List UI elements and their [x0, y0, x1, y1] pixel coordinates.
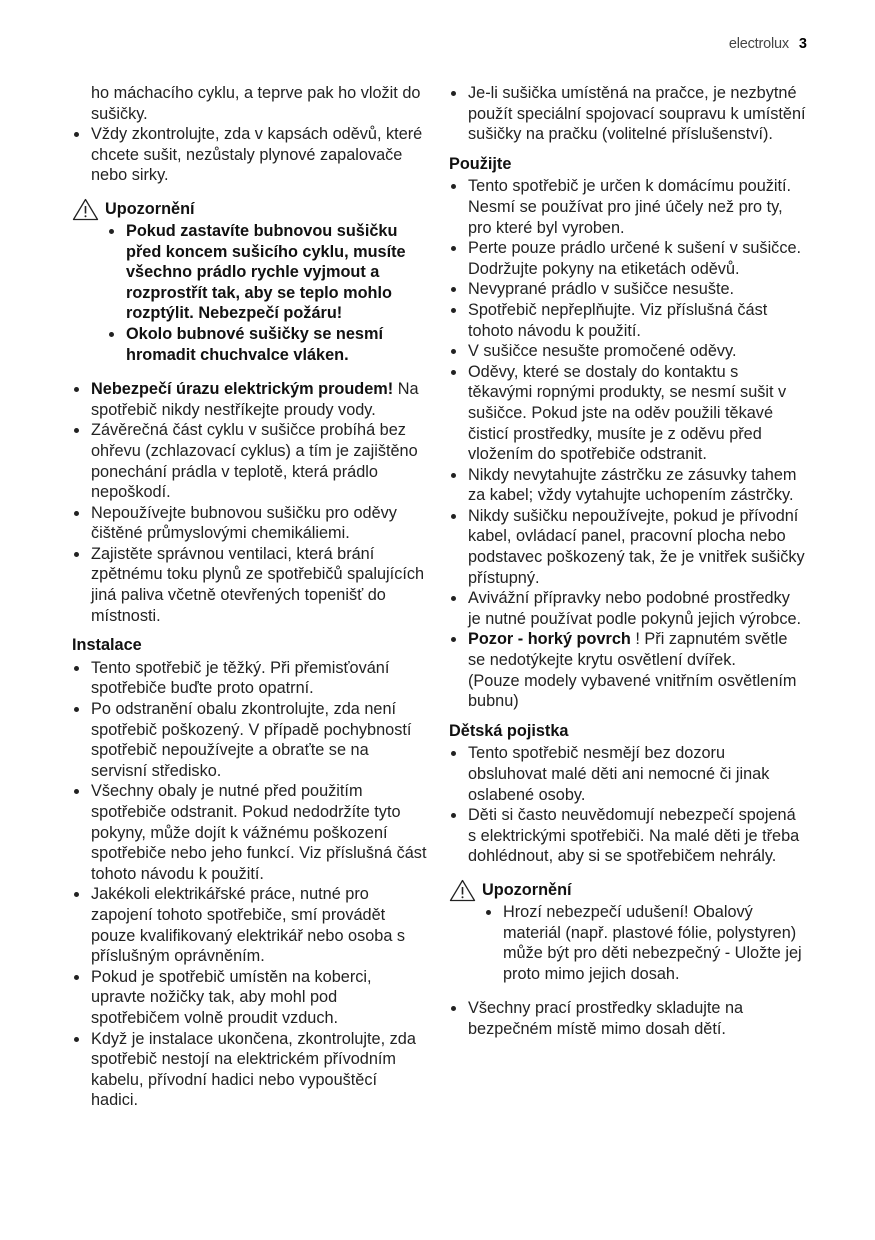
- child-lock-list: [449, 743, 807, 867]
- left-column: [72, 83, 427, 1111]
- list-item: Perte pouze prádlo určené k sušení v sušičce. Dodržujte pokyny na etiketách oděvů.: [449, 238, 807, 279]
- hot-surface-label: Pozor - horký povrch: [468, 630, 631, 649]
- intro-list: [449, 83, 807, 145]
- warning-title: Upozornění: [482, 881, 572, 900]
- warning-list: [484, 902, 807, 984]
- continuation-text: ho máchacího cyklu, a teprve pak ho vložit do sušičky.: [91, 84, 421, 123]
- list-item: Nepoužívejte bubnovou sušičku pro oděvy čištěné průmyslovými chemikáliemi.: [72, 503, 427, 544]
- warning-block: [72, 198, 427, 365]
- list-item: Závěrečná část cyklu v sušičce probíhá bez ohřevu (zchlazovací cyklus) a tím je zajištěno ponechání prádla v teplotě, která prádlo nepoškodí.: [72, 420, 427, 502]
- safety-list: [72, 379, 427, 626]
- danger-text: Na spotřebič nikdy nestříkejte proudy vody.: [91, 380, 419, 419]
- list-item: Všechny obaly je nutné před použitím spotřebiče odstranit. Pokud nedodržíte tyto pokyny, může dojít k vážnému poškození spotřebiče nebo jeho funkcí. Viz příslušná část tohoto návodu k použití.: [72, 781, 427, 884]
- right-column: [449, 83, 807, 1040]
- list-item: Spotřebič nepřeplňujte. Viz příslušná část tohoto návodu k použití.: [449, 300, 807, 341]
- list-item: Tento spotřebič je těžký. Při přemisťování spotřebiče buďte proto opatrní.: [72, 658, 427, 699]
- warning-triangle-icon: [72, 198, 99, 221]
- storage-list: [449, 998, 807, 1039]
- section-heading-child-lock: Dětská pojistka: [449, 721, 569, 740]
- list-item: Avivážní přípravky nebo podobné prostředky je nutné používat podle pokynů jejich výrobce.: [449, 588, 807, 629]
- brand-name: electrolux: [728, 36, 789, 52]
- list-item: Všechny prací prostředky skladujte na bezpečném místě mimo dosah dětí.: [449, 998, 807, 1039]
- list-item: Pokud zastavíte bubnovou sušičku před koncem sušicího cyklu, musíte všechno prádlo rychle vyjmout a rozprostřít tak, aby se teplo mohlo rozptýlit. Nebezpečí požáru!: [107, 221, 427, 324]
- list-item: Hrozí nebezpečí udušení! Obalový materiál (např. plastové fólie, polystyren) může být pro děti nebezpečný - Uložte jej proto mimo jejich dosah.: [484, 902, 807, 984]
- section-heading-use: Použijte: [449, 154, 512, 173]
- danger-label: Nebezpečí úrazu elektrickým proudem!: [91, 380, 394, 399]
- warning-header: [449, 879, 807, 902]
- section-heading-installation: Instalace: [72, 636, 142, 655]
- warning-title: Upozornění: [105, 200, 195, 219]
- warning-block: [449, 879, 807, 984]
- list-item: Nevyprané prádlo v sušičce nesušte.: [449, 279, 807, 300]
- list-item: Tento spotřebič je určen k domácímu použití. Nesmí se používat pro jiné účely než pro ty, pro které byl vyroben.: [449, 176, 807, 238]
- list-item: V sušičce nesušte promočené oděvy.: [449, 341, 807, 362]
- list-item: Nikdy sušičku nepoužívejte, pokud je přívodní kabel, ovládací panel, pracovní plocha nebo podstavec poškozený tak, že je vnitřek sušičky přístupný.: [449, 506, 807, 588]
- list-item: Oděvy, které se dostaly do kontaktu s těkavými ropnými produkty, se nesmí sušit v sušičce. Pokud jste na oděv použili těkavé čisticí prostředky, musíte je z oděvu před vložením do spotřebiče odstranit.: [449, 362, 807, 465]
- hot-surface-text: ! Při zapnutém světle se nedotýkejte krytu osvětlení dvířek.: [468, 630, 788, 670]
- list-item: Když je instalace ukončena, zkontrolujte, zda spotřebič nestojí na elektrickém přívodním kabelu, přívodní hadici nebo vypouštěcí hadici.: [72, 1029, 427, 1111]
- list-item: Nikdy nevytahujte zástrčku ze zásuvky tahem za kabel; vždy vytahujte uchopením zástrčky.: [449, 465, 807, 506]
- hot-surface-note: (Pouze modely vybavené vnitřním osvětlením bubnu): [468, 671, 797, 711]
- warning-header: [72, 198, 427, 221]
- page-header: [729, 36, 807, 52]
- use-list: [449, 176, 807, 711]
- list-item: Vždy zkontrolujte, zda v kapsách oděvů, které chcete sušit, nezůstaly plynové zapalovače nebo sirky.: [72, 124, 427, 186]
- warning-triangle-icon: [449, 879, 476, 902]
- installation-list: [72, 658, 427, 1111]
- list-item: Zajistěte správnou ventilaci, která brání zpětnému toku plynů ze spotřebičů spalujících jiná paliva včetně otevřených topenišť do místnosti.: [72, 544, 427, 626]
- list-item: Jakékoli elektrikářské práce, nutné pro zapojení tohoto spotřebiče, smí provádět pouze kvalifikovaný elektrikář nebo osoba s příslušným oprávněním.: [72, 884, 427, 966]
- list-item: Je-li sušička umístěná na pračce, je nezbytné použít speciální spojovací soupravu k umístění sušičky na pračku (volitelné příslušenství).: [449, 83, 807, 145]
- intro-list: [72, 124, 427, 186]
- warning-list: [107, 221, 427, 365]
- list-item-hot-surface: [449, 629, 807, 711]
- list-item-danger: [72, 379, 427, 420]
- list-item: Pokud je spotřebič umístěn na koberci, upravte nožičky tak, aby mohl pod spotřebičem volně proudit vzduch.: [72, 967, 427, 1029]
- page-number: 3: [798, 36, 807, 52]
- list-item: Okolo bubnové sušičky se nesmí hromadit chuchvalce vláken.: [107, 324, 427, 365]
- list-item: Děti si často neuvědomují nebezpečí spojená s elektrickými spotřebiči. Na malé děti je třeba dohlédnout, aby si se spotřebičem nehrály.: [449, 805, 807, 867]
- list-item: Po odstranění obalu zkontrolujte, zda není spotřebič poškozený. V případě pochybností spotřebič nepoužívejte a obraťte se na servisní středisko.: [72, 699, 427, 781]
- list-item: Tento spotřebič nesmějí bez dozoru obsluhovat malé děti ani nemocné či jinak oslabené osoby.: [449, 743, 807, 805]
